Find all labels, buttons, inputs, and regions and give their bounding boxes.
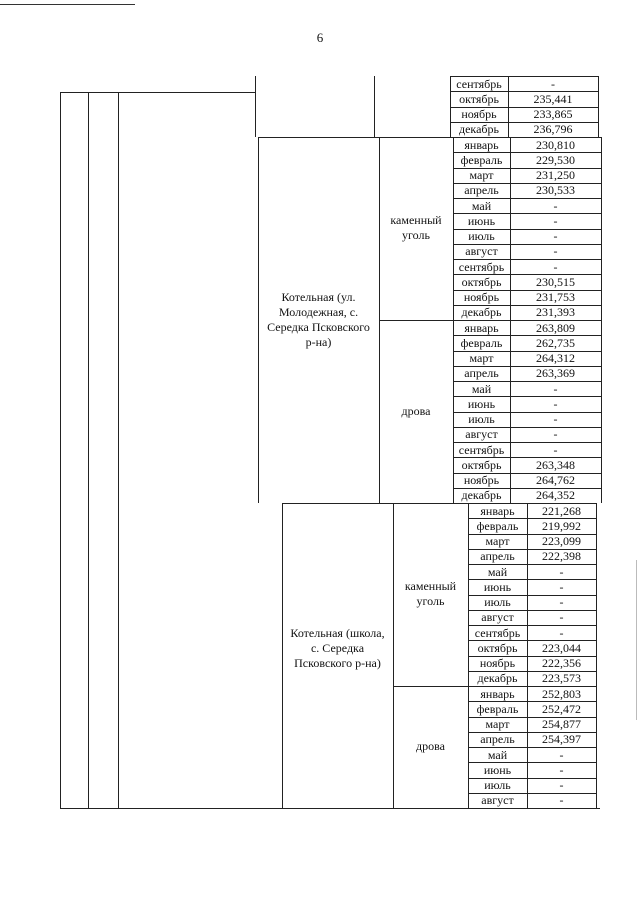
boiler-name: Котельная (школа, с. Середка Псковского р-на) (290, 625, 385, 670)
price-cell: - (559, 762, 564, 777)
month-cell: апрель (464, 366, 499, 381)
month-cell: май (471, 198, 492, 213)
month-cell: ноябрь (463, 473, 500, 488)
month-cell: сентябрь (458, 442, 505, 457)
price-cell: - (553, 412, 558, 427)
month-cell: октябрь (461, 457, 502, 472)
month-cell: июнь (467, 396, 496, 411)
price-cell: - (553, 442, 558, 457)
price-cell: 252,803 (542, 686, 581, 701)
price-cell: - (553, 381, 558, 396)
price-cell: 219,992 (542, 518, 581, 533)
month-cell: март (469, 351, 494, 366)
boiler-col-border (255, 76, 256, 137)
price-cell: 221,268 (542, 503, 581, 518)
table-right-border (598, 76, 599, 137)
month-cell: июль (484, 778, 511, 793)
price-cell: 236,796 (533, 122, 573, 137)
price-cell: 264,762 (536, 473, 575, 488)
price-cell: - (553, 244, 558, 259)
month-cell: апрель (480, 732, 515, 747)
price-cell: 230,810 (536, 137, 575, 152)
month-cell: январь (480, 503, 515, 518)
month-cell: сентябрь (456, 76, 502, 91)
page-number: 6 (316, 30, 324, 45)
price-cell: 231,753 (536, 290, 575, 305)
fuel-type: каменный уголь (390, 212, 442, 242)
month-cell: февраль (476, 701, 519, 716)
price-cell: - (559, 625, 564, 640)
month-cell: март (485, 534, 510, 549)
fuel-col-border (393, 503, 394, 808)
month-cell: февраль (460, 152, 503, 167)
month-cell: март (469, 168, 494, 183)
price-cell: 231,250 (536, 168, 575, 183)
table-col-divider (118, 92, 119, 808)
price-cell: - (553, 229, 558, 244)
month-cell: январь (464, 137, 499, 152)
boiler-name: Котельная (ул. Молодежная, с. Середка Псковского р-на) (267, 290, 370, 349)
price-cell: 222,398 (542, 549, 581, 564)
fuel-type: дрова (416, 739, 445, 753)
price-cell: 254,397 (542, 732, 581, 747)
month-cell: ноябрь (479, 656, 516, 671)
price-cell: - (559, 595, 564, 610)
price-cell: - (559, 610, 564, 625)
price-cell: - (551, 76, 555, 91)
price-cell: 252,472 (542, 701, 581, 716)
month-cell: сентябрь (474, 625, 521, 640)
month-cell: октябрь (461, 274, 502, 289)
month-cell: февраль (460, 335, 503, 350)
month-cell: апрель (480, 549, 515, 564)
month-cell: октябрь (477, 640, 518, 655)
price-cell: 223,573 (542, 671, 581, 686)
price-cell: 254,877 (542, 717, 581, 732)
fuel-type: каменный уголь (404, 578, 457, 608)
table-top-border-left (60, 92, 256, 93)
price-cell: 223,044 (542, 640, 581, 655)
month-cell: декабрь (477, 671, 518, 686)
price-cell: - (553, 198, 558, 213)
price-cell: 263,348 (536, 457, 575, 472)
price-cell: - (553, 259, 558, 274)
month-cell: июнь (467, 213, 496, 228)
table-col-divider (88, 92, 89, 808)
month-cell: июнь (483, 579, 512, 594)
month-cell: август (465, 427, 498, 442)
price-cell: 230,515 (536, 274, 575, 289)
month-cell: август (481, 793, 514, 808)
month-cell: декабрь (461, 305, 502, 320)
month-cell: сентябрь (458, 259, 505, 274)
price-cell: - (559, 793, 564, 808)
table-bottom-border (60, 808, 600, 809)
month-cell: апрель (464, 183, 499, 198)
month-cell: ноябрь (461, 107, 497, 122)
month-cell: февраль (476, 518, 519, 533)
price-cell: 233,865 (533, 107, 573, 122)
month-cell: август (481, 610, 514, 625)
price-cell: - (559, 778, 564, 793)
price-cell: - (559, 564, 564, 579)
month-cell: май (487, 564, 508, 579)
table-left-border (60, 92, 61, 808)
boiler-col-border (258, 137, 259, 503)
month-cell: октябрь (459, 91, 499, 106)
price-cell: 263,369 (536, 366, 575, 381)
price-cell: 230,533 (536, 183, 575, 198)
price-cell: - (559, 747, 564, 762)
table-right-border (601, 137, 602, 503)
month-cell: август (465, 244, 498, 259)
month-cell: январь (480, 686, 515, 701)
month-cell: июль (468, 229, 495, 244)
table-right-border (596, 503, 597, 808)
price-cell: 262,735 (536, 335, 575, 350)
price-cell: 235,441 (533, 91, 573, 106)
month-cell: декабрь (461, 488, 502, 503)
price-cell: - (553, 396, 558, 411)
month-cell: декабрь (459, 122, 499, 137)
boiler-col-border (282, 503, 283, 808)
price-cell: 263,809 (536, 320, 575, 335)
price-cell: 222,356 (542, 656, 581, 671)
month-cell: январь (464, 320, 499, 335)
month-cell: март (485, 717, 510, 732)
fuel-col-border (374, 76, 375, 137)
price-cell: - (553, 213, 558, 228)
price-cell: 231,393 (536, 305, 575, 320)
price-cell: 264,312 (536, 351, 575, 366)
price-cell: - (559, 579, 564, 594)
fuel-type: дрова (401, 403, 431, 418)
month-cell: май (487, 747, 508, 762)
price-cell: 223,099 (542, 534, 581, 549)
price-cell: 264,352 (536, 488, 575, 503)
month-cell: июль (484, 595, 511, 610)
month-cell: июль (468, 412, 495, 427)
price-cell: - (553, 427, 558, 442)
price-cell: 229,530 (536, 152, 575, 167)
month-cell: ноябрь (463, 290, 500, 305)
month-cell: июнь (483, 762, 512, 777)
month-cell: май (471, 381, 492, 396)
